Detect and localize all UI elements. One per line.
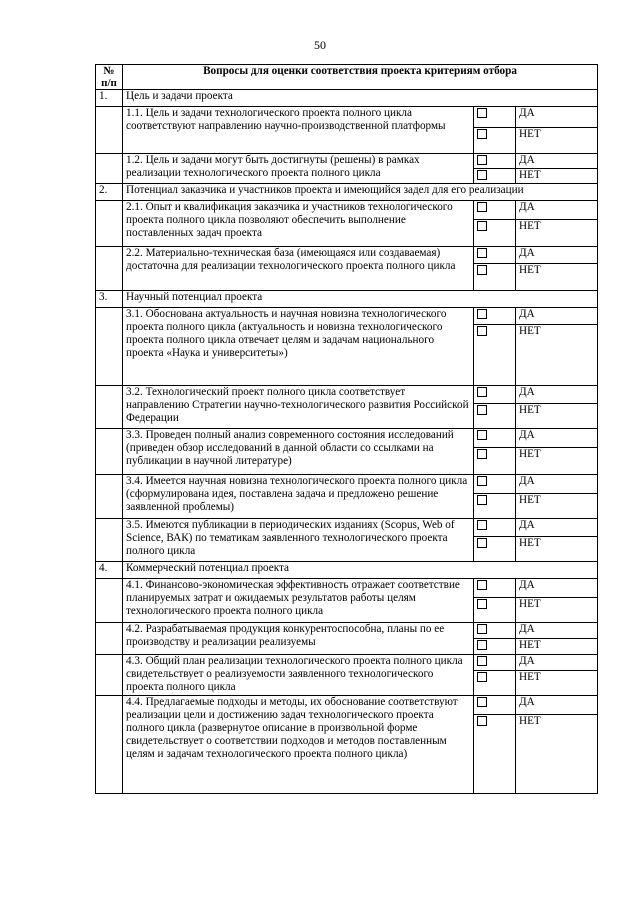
yes-label: ДА <box>516 623 598 639</box>
yes-checkbox[interactable] <box>477 520 487 530</box>
question-text: 4.3. Общий план реализации технологического проекта полного цикла свидетельствует о реализуемости заявленного технологического проекта полного цикла <box>123 655 474 696</box>
section-number: 4. <box>96 562 123 579</box>
empty-number-cell <box>96 107 123 154</box>
no-checkbox[interactable] <box>477 129 487 139</box>
yes-label: ДА <box>516 655 598 671</box>
section-row <box>96 562 598 579</box>
section-number: 2. <box>96 184 123 201</box>
no-checkbox[interactable] <box>477 716 487 726</box>
yes-label: ДА <box>516 696 598 715</box>
no-label: НЕТ <box>516 264 598 291</box>
yes-checkbox[interactable] <box>477 202 487 212</box>
section-row <box>96 184 598 201</box>
no-label: НЕТ <box>516 404 598 429</box>
no-checkbox-cell <box>474 264 516 291</box>
section-number: 1. <box>96 90 123 107</box>
no-checkbox[interactable] <box>477 495 487 505</box>
no-checkbox-cell <box>474 404 516 429</box>
yes-label: ДА <box>516 386 598 404</box>
no-checkbox-cell <box>474 715 516 794</box>
yes-checkbox-cell <box>474 696 516 715</box>
no-checkbox-cell <box>474 671 516 696</box>
yes-checkbox-cell <box>474 386 516 404</box>
question-text: 4.4. Предлагаемые подходы и методы, их обоснование соответствуют реализации цели и достижению задач технологического проекта полного цикла (развернутое описание в произвольной форме свидетельствует о соответствии подходов и методов поставленным целям и задачам технологического проекта полного цикла) <box>123 696 474 794</box>
empty-number-cell <box>96 475 123 519</box>
question-row <box>96 655 598 671</box>
no-checkbox[interactable] <box>477 599 487 609</box>
no-label: НЕТ <box>516 169 598 184</box>
no-label: НЕТ <box>516 448 598 475</box>
no-checkbox-cell <box>474 325 516 386</box>
no-label: НЕТ <box>516 325 598 386</box>
question-text: 3.2. Технологический проект полного цикла соответствует направлению Стратегии научно-технологического развития Российской Федерации <box>123 386 474 429</box>
no-checkbox[interactable] <box>477 265 487 275</box>
no-label: НЕТ <box>516 598 598 623</box>
empty-number-cell <box>96 154 123 184</box>
yes-checkbox[interactable] <box>477 387 487 397</box>
question-row <box>96 696 598 715</box>
yes-checkbox-cell <box>474 154 516 169</box>
section-title: Научный потенциал проекта <box>123 291 598 308</box>
section-title: Цель и задачи проекта <box>123 90 598 107</box>
yes-label: ДА <box>516 154 598 169</box>
question-row <box>96 623 598 639</box>
question-text: 2.2. Материально-техническая база (имеющаяся или создаваемая) достаточна для реализации технологического проекта полного цикла <box>123 247 474 291</box>
question-row <box>96 579 598 598</box>
question-row <box>96 247 598 264</box>
yes-label: ДА <box>516 107 598 128</box>
no-checkbox[interactable] <box>477 449 487 459</box>
question-row <box>96 154 598 169</box>
empty-number-cell <box>96 386 123 429</box>
yes-checkbox-cell <box>474 107 516 128</box>
section-row <box>96 90 598 107</box>
criteria-table <box>95 64 598 794</box>
question-text: 3.1. Обоснована актуальность и научная новизна технологического проекта полного цикла (актуальность и новизна технологического проекта полного цикла отвечает целям и задачам национального проекта «Наука и университеты») <box>123 308 474 386</box>
yes-checkbox[interactable] <box>477 430 487 440</box>
no-checkbox-cell <box>474 598 516 623</box>
no-checkbox[interactable] <box>477 170 487 180</box>
yes-label: ДА <box>516 308 598 325</box>
page-number: 50 <box>314 38 326 52</box>
no-checkbox[interactable] <box>477 640 487 650</box>
question-row <box>96 308 598 325</box>
yes-checkbox[interactable] <box>477 476 487 486</box>
empty-number-cell <box>96 519 123 562</box>
empty-number-cell <box>96 429 123 475</box>
question-text: 3.4. Имеется научная новизна технологического проекта полного цикла (сформулирована идея, поставлена задача и предложено решение заявленной проблемы) <box>123 475 474 519</box>
no-checkbox-cell <box>474 128 516 154</box>
table-header-row <box>96 65 598 90</box>
section-row <box>96 291 598 308</box>
no-label: НЕТ <box>516 639 598 655</box>
empty-number-cell <box>96 247 123 291</box>
no-checkbox-cell <box>474 169 516 184</box>
yes-checkbox-cell <box>474 201 516 220</box>
yes-checkbox[interactable] <box>477 580 487 590</box>
yes-checkbox-cell <box>474 429 516 448</box>
empty-number-cell <box>96 655 123 696</box>
section-title: Потенциал заказчика и участников проекта и имеющийся задел для его реализации <box>123 184 598 201</box>
no-checkbox[interactable] <box>477 538 487 548</box>
no-label: НЕТ <box>516 220 598 247</box>
empty-number-cell <box>96 201 123 247</box>
yes-checkbox[interactable] <box>477 155 487 165</box>
question-row <box>96 475 598 494</box>
no-label: НЕТ <box>516 494 598 519</box>
question-row <box>96 429 598 448</box>
question-text: 3.5. Имеются публикации в периодических изданиях (Scopus, Web of Science, ВАК) по тематикам заявленного технологического проекта полного цикла <box>123 519 474 562</box>
yes-checkbox[interactable] <box>477 108 487 118</box>
no-label: НЕТ <box>516 128 598 154</box>
yes-checkbox[interactable] <box>477 656 487 666</box>
yes-label: ДА <box>516 579 598 598</box>
yes-checkbox-cell <box>474 579 516 598</box>
question-text: 4.1. Финансово-экономическая эффективность отражает соответствие планируемых затрат и ожидаемых результатов работы целям технологического проекта полного цикла <box>123 579 474 623</box>
yes-checkbox-cell <box>474 247 516 264</box>
no-label: НЕТ <box>516 671 598 696</box>
yes-checkbox[interactable] <box>477 697 487 707</box>
question-text: 1.2. Цель и задачи могут быть достигнуты (решены) в рамках реализации технологического проекта полного цикла <box>123 154 474 184</box>
no-checkbox[interactable] <box>477 405 487 415</box>
number-column-header: № п/п <box>96 65 123 90</box>
question-text: 3.3. Проведен полный анализ современного состояния исследований (приведен обзор исследований в данной области со ссылками на публикации в научной литературе) <box>123 429 474 475</box>
section-title: Коммерческий потенциал проекта <box>123 562 598 579</box>
question-text: 2.1. Опыт и квалификация заказчика и участников технологического проекта полного цикла позволяют обеспечить выполнение поставленных задач проекта <box>123 201 474 247</box>
empty-number-cell <box>96 579 123 623</box>
question-row <box>96 201 598 220</box>
no-checkbox-cell <box>474 639 516 655</box>
yes-checkbox-cell <box>474 475 516 494</box>
empty-number-cell <box>96 308 123 386</box>
yes-label: ДА <box>516 247 598 264</box>
yes-checkbox-cell <box>474 623 516 639</box>
no-checkbox-cell <box>474 220 516 247</box>
no-checkbox[interactable] <box>477 672 487 682</box>
section-number: 3. <box>96 291 123 308</box>
empty-number-cell <box>96 696 123 794</box>
empty-number-cell <box>96 623 123 655</box>
no-checkbox[interactable] <box>477 221 487 231</box>
yes-label: ДА <box>516 201 598 220</box>
yes-checkbox[interactable] <box>477 248 487 258</box>
yes-checkbox-cell <box>474 308 516 325</box>
question-row <box>96 386 598 404</box>
yes-checkbox[interactable] <box>477 309 487 319</box>
questions-column-header: Вопросы для оценки соответствия проекта критериям отбора <box>123 65 598 90</box>
yes-label: ДА <box>516 475 598 494</box>
question-row <box>96 519 598 537</box>
no-checkbox[interactable] <box>477 326 487 336</box>
yes-checkbox[interactable] <box>477 624 487 634</box>
no-label: НЕТ <box>516 715 598 794</box>
question-text: 1.1. Цель и задачи технологического проекта полного цикла соответствуют направлению научно-производственной платформы <box>123 107 474 154</box>
no-checkbox-cell <box>474 448 516 475</box>
no-checkbox-cell <box>474 537 516 562</box>
yes-checkbox-cell <box>474 519 516 537</box>
no-label: НЕТ <box>516 537 598 562</box>
no-checkbox-cell <box>474 494 516 519</box>
question-text: 4.2. Разрабатываемая продукция конкурентоспособна, планы по ее производству и реализации реализуемы <box>123 623 474 655</box>
yes-checkbox-cell <box>474 655 516 671</box>
yes-label: ДА <box>516 519 598 537</box>
question-row <box>96 107 598 128</box>
yes-label: ДА <box>516 429 598 448</box>
